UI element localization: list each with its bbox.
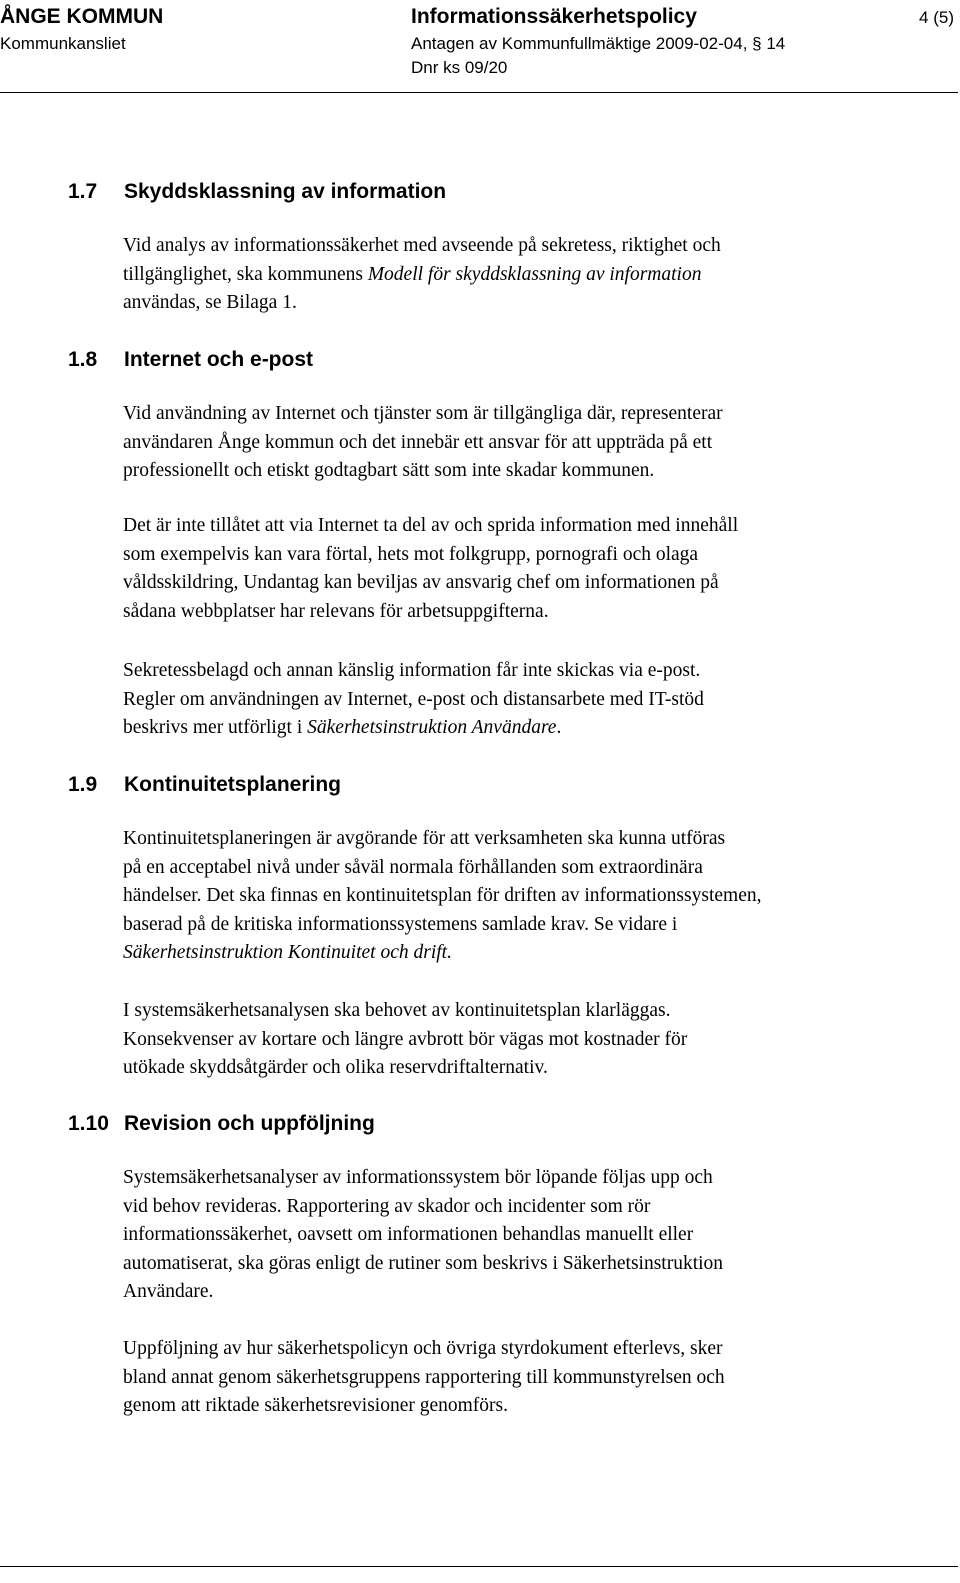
organization-name: ÅNGE KOMMUN: [0, 5, 164, 28]
paragraph: [123, 1335, 923, 1421]
section-number: 1.7: [68, 180, 98, 203]
text-run: beskrivs mer utförligt i: [123, 717, 308, 739]
section-title: Kontinuitetsplanering: [124, 773, 341, 796]
text-line: på en acceptabel nivå under såväl normala förhållanden som extraordinära: [123, 856, 703, 878]
section-heading-1-10: [68, 1111, 375, 1137]
reference-number: Dnr ks 09/20: [411, 58, 508, 77]
text-line: Användare.: [123, 1281, 214, 1303]
text-line: Regler om användningen av Internet, e-post och distansarbete med IT-stöd: [123, 688, 704, 710]
text-line: baserad på de kritiska informationssystemens samlade krav. Se vidare i: [123, 913, 678, 935]
text-run: .: [556, 717, 562, 739]
section-number: 1.8: [68, 348, 98, 371]
text-line: vid behov revideras. Rapportering av skador och incidenter som rör: [123, 1195, 651, 1217]
section-heading-1-8: [68, 347, 313, 373]
department-name: Kommunkansliet: [0, 34, 126, 53]
text-run: tillgänglighet, ska kommunens: [123, 263, 368, 285]
adoption-note: Antagen av Kommunfullmäktige 2009-02-04, § 14: [411, 34, 786, 53]
text-line: Systemsäkerhetsanalyser av informationssystem bör löpande följas upp och: [123, 1167, 713, 1188]
section-title: Revision och uppföljning: [124, 1112, 375, 1135]
paragraph: [123, 400, 923, 486]
paragraph: [123, 997, 923, 1083]
text-line: I systemsäkerhetsanalysen ska behovet av kontinuitetsplan klarläggas.: [123, 1000, 671, 1021]
paragraph: [123, 825, 923, 968]
text-line: [123, 261, 923, 290]
paragraph: [123, 657, 923, 743]
page-number: 4 (5): [919, 8, 954, 27]
footer-divider: [0, 1566, 958, 1567]
section-number: 1.9: [68, 773, 98, 796]
text-line: Konsekvenser av kortare och längre avbrott bör vägas mot kostnader för: [123, 1028, 688, 1050]
text-line: bland annat genom säkerhetsgruppens rapportering till kommunstyrelsen och: [123, 1366, 725, 1388]
section-title: Skyddsklassning av information: [124, 180, 447, 203]
document-reference: Säkerhetsinstruktion Användare: [307, 717, 557, 739]
page-header: [0, 0, 960, 96]
paragraph: [123, 512, 923, 626]
text-line: Vid analys av informationssäkerhet med avseende på sekretess, riktighet och: [123, 235, 721, 256]
text-line: användaren Ånge kommun och det innebär ett ansvar för att uppträda på ett: [123, 431, 713, 453]
section-title: Internet och e-post: [124, 348, 314, 371]
text-line: Det är inte tillåtet att via Internet ta del av och sprida information med innehåll: [123, 515, 739, 536]
paragraph: [123, 232, 923, 318]
text-line: Kontinuitetsplaneringen är avgörande för att verksamheten ska kunna utföras: [123, 828, 726, 849]
text-line: [123, 714, 923, 743]
text-line: genom att riktade säkerhetsrevisioner genomförs.: [123, 1395, 509, 1417]
text-line: professionellt och etiskt godtagbart sätt som inte skadar kommunen.: [123, 460, 655, 482]
text-line: våldsskildring, Undantag kan beviljas av ansvarig chef om informationen på: [123, 572, 719, 594]
paragraph: [123, 1164, 923, 1307]
text-line: händelser. Det ska finnas en kontinuitetsplan för driften av informationssystemen,: [123, 885, 762, 907]
document-reference: Modell för skyddsklassning av information: [367, 263, 702, 285]
text-line: sådana webbplatser har relevans för arbetsuppgifterna.: [123, 600, 549, 622]
text-line: informationssäkerhet, oavsett om informationen behandlas manuellt eller: [123, 1224, 694, 1246]
text-line: Sekretessbelagd och annan känslig information får inte skickas via e-post.: [123, 660, 701, 681]
text-line: Vid användning av Internet och tjänster som är tillgängliga där, representerar: [123, 403, 723, 424]
document-title: Informationssäkerhetspolicy: [411, 5, 697, 28]
text-line: automatiserat, ska göras enligt de rutiner som beskrivs i Säkerhetsinstruktion: [123, 1252, 724, 1274]
section-number: 1.10: [68, 1112, 109, 1135]
section-heading-1-7: [68, 179, 446, 205]
text-line: Uppföljning av hur säkerhetspolicyn och övriga styrdokument efterlevs, sker: [123, 1338, 723, 1359]
text-line: som exempelvis kan vara förtal, hets mot folkgrupp, pornografi och olaga: [123, 543, 699, 565]
text-line: utökade skyddsåtgärder och olika reservdriftalternativ.: [123, 1057, 548, 1079]
document-reference: Säkerhetsinstruktion Kontinuitet och drift.: [123, 942, 452, 964]
section-heading-1-9: [68, 772, 341, 798]
header-divider: [0, 92, 958, 93]
text-line: användas, se Bilaga 1.: [123, 292, 297, 314]
